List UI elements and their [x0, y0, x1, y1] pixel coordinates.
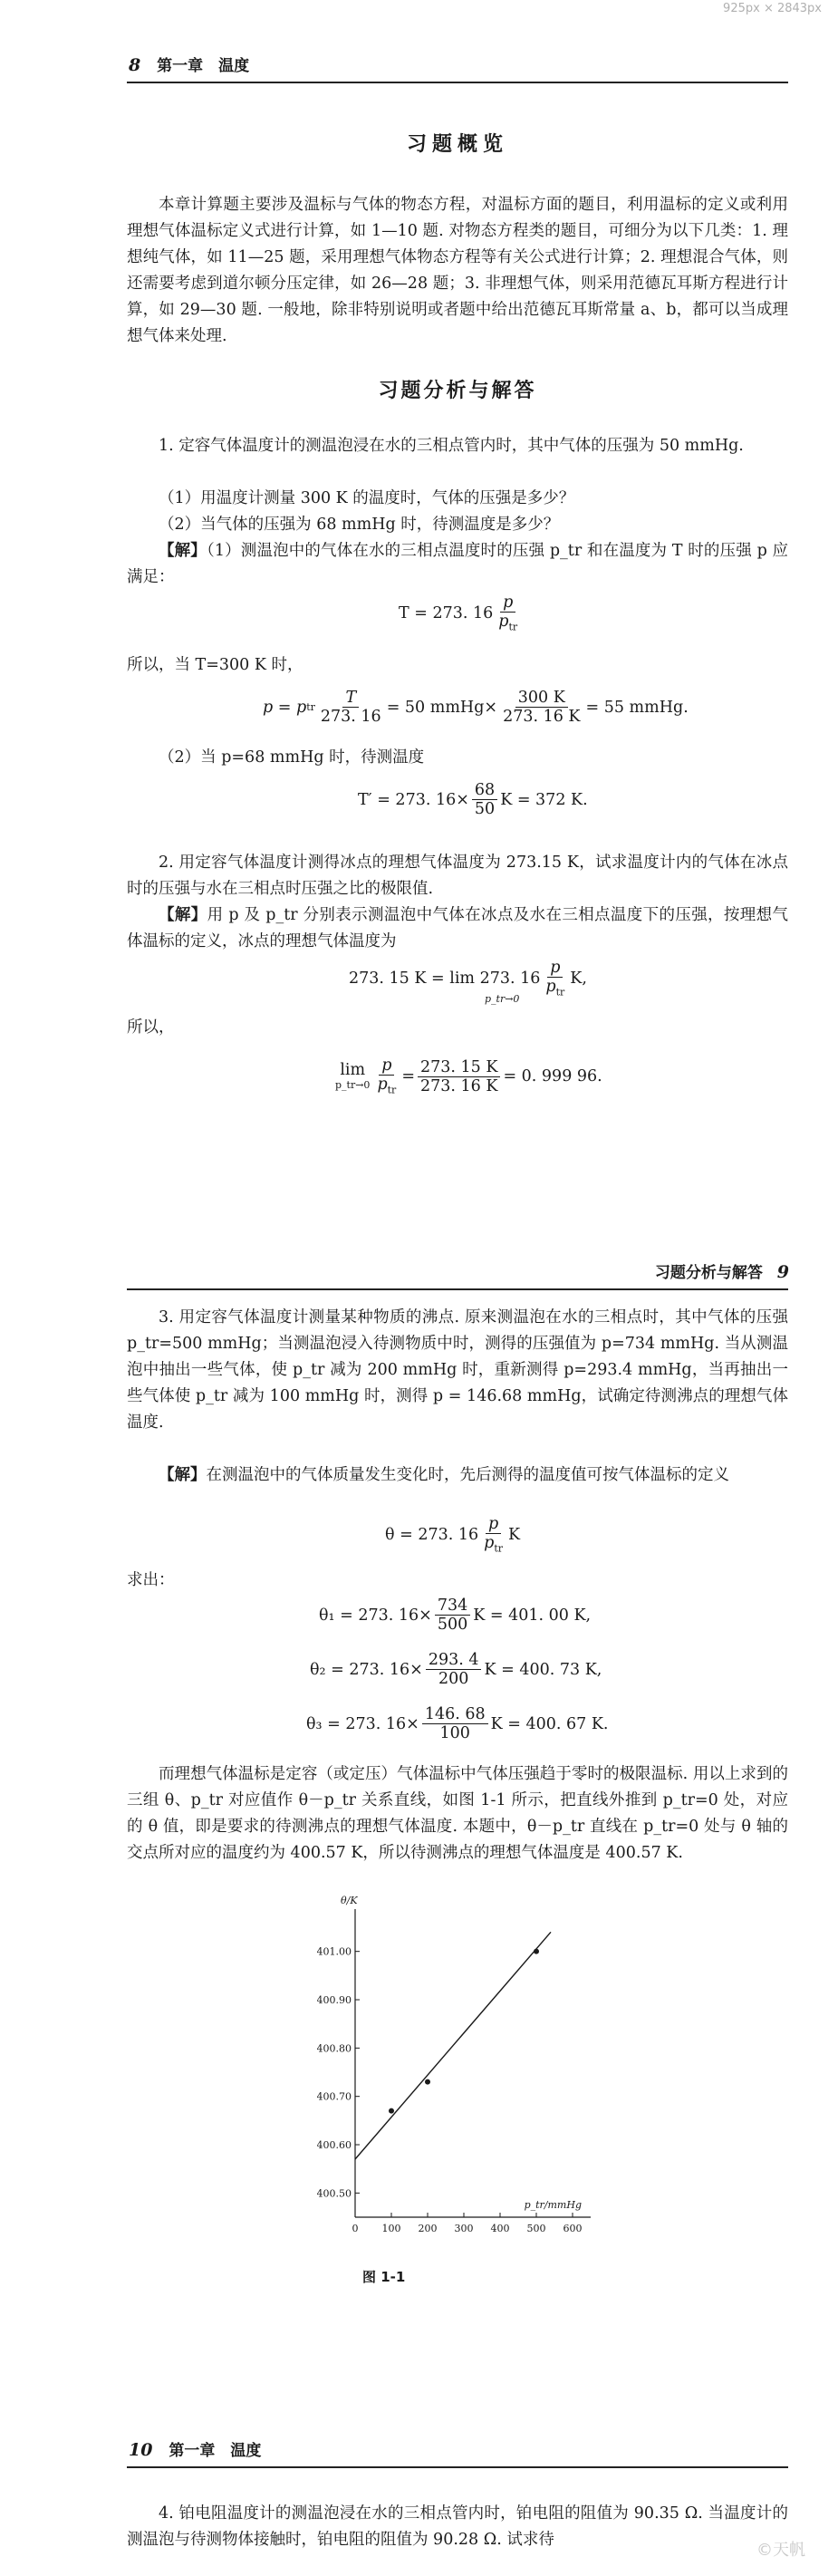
fraction: $\frac{p}{p_{tr}}$	[545, 959, 565, 999]
data-point	[425, 2079, 430, 2085]
fraction: $\frac{p}{p_{tr}}$	[498, 593, 518, 633]
eq-lhs: p = p	[263, 698, 307, 717]
header-rule	[127, 2466, 788, 2468]
running-header-p10	[129, 2437, 261, 2460]
solution-label: 【解】	[159, 906, 207, 924]
fraction	[418, 1058, 500, 1095]
numerator: p	[487, 1515, 499, 1533]
problem-1-text: 1. 定容气体温度计的测温泡浸在水的三相点管内时，其中气体的压强为 50 mmHg.	[159, 437, 744, 455]
fraction	[472, 781, 497, 818]
chapter-title: 第一章 温度	[157, 57, 250, 75]
page-number: 9	[776, 1262, 789, 1282]
page-number: 8	[129, 55, 141, 75]
solution-text: （1）测温泡中的气体在水的三相点温度时的压强 p_tr 和在温度为 T 时的压强 p 应满足：	[127, 542, 789, 586]
header-rule	[127, 1288, 788, 1290]
solution-label: 【解】	[159, 542, 207, 560]
denominator: p	[545, 978, 556, 997]
numerator: 146. 68	[422, 1705, 488, 1724]
eq-rhs: K = 400. 73 K,	[484, 1660, 602, 1679]
numerator: 273. 15 K	[418, 1058, 500, 1077]
denominator: p	[498, 613, 509, 632]
numerator: 734	[435, 1597, 470, 1616]
watermark: ©天帆	[756, 2541, 805, 2560]
limit-subscript: p_tr→0	[335, 1079, 371, 1092]
figure-caption: 图 1-1	[362, 2269, 406, 2285]
limit-subscript: p_tr→0	[485, 993, 520, 1005]
fraction: $\frac{p}{p_{tr}}$	[377, 1056, 397, 1096]
eq-lhs: θ₃ = 273. 16×	[306, 1714, 419, 1733]
eq-rhs: K = 400. 67 K.	[490, 1714, 609, 1733]
running-header-p9	[655, 1259, 789, 1282]
numerator: p	[503, 593, 514, 612]
numerator: 300 K	[515, 689, 568, 708]
fraction	[318, 689, 384, 726]
fit-line	[355, 1932, 551, 2159]
x-tick-label: 600	[563, 2223, 583, 2234]
header-rule	[127, 82, 788, 83]
chapter-title: 第一章 温度	[169, 2442, 262, 2460]
denominator: p	[377, 1076, 388, 1095]
problem-1-part1: （1）用温度计测量 300 K 的温度时，气体的压强是多少？	[159, 489, 575, 507]
eq-lhs: θ = 273. 16	[385, 1526, 479, 1545]
denominator: 50	[474, 800, 496, 819]
solution-text: 在测温泡中的气体质量发生变化时，先后测得的温度值可按气体温标的定义	[206, 1466, 729, 1484]
problem-3-text: 3. 用定容气体温度计测量某种物质的沸点. 原来测温泡在水的三相点时，其中气体的压强 p_tr=500 mmHg；当测温泡浸入待测物质中时，测得的压强值为 p=734 mmHg. 当从测温泡中抽出一些气体，使 p_tr 减为 200 mmHg 时，重新测得 p=293.4 mmHg，当再抽出一些气体使 p_tr 减为 100 mmHg 时，测得 p = 146.68 mmHg，试确定待测沸点的理想气体温度.	[127, 1308, 788, 1432]
problem-4-text: 4. 铂电阻温度计的测温泡浸在水的三相点管内时，铂电阻的阻值为 90.35 Ω. 当温度计的测温泡与待测物体接触时，铂电阻的阻值为 90.28 Ω. 试求待	[127, 2504, 788, 2549]
overview-paragraph: 本章计算题主要涉及温标与气体的物态方程，对温标方面的题目，利用温标的定义或利用理想气体温标定义式进行计算，如 1—10 题. 对物态方程类的题目，可细分为以下几类：1. 理想纯气体，如 11—25 题，采用理想气体物态方程等有关公式进行计算；2. 理想混合气体，则还需要考虑到道尔顿分压定律，如 26—28 题；3. 非理想气体，则采用范德瓦耳斯方程进行计算，如 29—30 题. 一般地，除非特别说明或者题中给出范德瓦耳斯常量 a、b，都可以当成理想气体来处理.	[127, 196, 788, 345]
y-tick-label: 400.50	[317, 2187, 352, 2200]
fraction	[422, 1705, 488, 1742]
analysis-title: 习题分析与解答	[378, 380, 537, 402]
denominator: p	[484, 1534, 495, 1553]
eq-lhs: 273. 15 K = lim 273. 16	[349, 970, 541, 989]
y-tick-label: 401.00	[317, 1945, 352, 1958]
numerator: 293. 4	[426, 1651, 482, 1670]
y-tick-label: 400.80	[317, 2042, 352, 2055]
y-axis-label: θ/K	[341, 1895, 358, 1906]
problem-2-text: 2. 用定容气体温度计测得冰点的理想气体温度为 273.15 K，试求温度计内的气体在冰点时的压强与水在三相点时压强之比的极限值.	[127, 854, 788, 898]
equation-8	[310, 1651, 602, 1688]
x-tick-label: 400	[490, 2223, 510, 2234]
numerator: p	[550, 959, 561, 977]
eq-rhs: K = 401. 00 K,	[473, 1606, 592, 1625]
x-tick-label: 200	[418, 2223, 438, 2234]
numerator: T	[345, 689, 357, 707]
problem-3-solution	[127, 1462, 788, 1489]
problem-1-so: 所以，当 T=300 K 时，	[127, 656, 303, 674]
eq-rhs: K,	[570, 970, 587, 989]
x-tick-label: 100	[381, 2223, 401, 2234]
y-tick-label: 400.90	[317, 1994, 352, 2006]
denominator: 100	[439, 1724, 470, 1743]
section-title: 习题分析与解答	[654, 1264, 763, 1282]
numerator: 68	[472, 781, 497, 800]
equation-9	[306, 1705, 608, 1742]
page-number: 10	[129, 2440, 153, 2460]
equation-5	[333, 1056, 602, 1096]
problem-3-conclusion: 而理想气体温标是定容（或定压）气体温标中气体压强趋于零时的极限温标. 用以上求到的三组 θ、p_tr 对应值作 θ－p_tr 关系直线，如图 1-1 所示，把直线外推到 p_tr=0 处，对应的 θ 值，即是要求的待测沸点的理想气体温度. 本题中，θ－p_tr 直线在 p_tr=0 处与 θ 轴的交点所对应的温度约为 400.57 K，所以待测沸点的理想气体温度是 400.57 K.	[127, 1765, 788, 1862]
equation-1	[399, 593, 523, 633]
equation-3	[358, 781, 588, 818]
fraction: $\frac{p}{p_{tr}}$	[484, 1515, 504, 1555]
y-tick-label: 400.60	[317, 2139, 352, 2151]
problem-2-solution	[127, 902, 788, 955]
fraction	[426, 1651, 482, 1688]
x-tick-label: 300	[454, 2223, 474, 2234]
image-info: 925px × 2843px	[723, 2, 822, 15]
x-tick-label: 0	[352, 2223, 359, 2234]
eq-mid: = 50 mmHg×	[386, 698, 498, 717]
eq-rhs: K = 372 K.	[500, 790, 588, 809]
denominator: 273. 16	[320, 708, 381, 727]
eq-rhs: = 0. 999 96.	[503, 1067, 602, 1086]
overview-title: 习题概览	[406, 133, 508, 156]
equation-2: p = p tr $\frac{T}{273. 16}$ = 50 mmHg× $\frac{300 K}{273. 16 K}$ = 55 mmHg.	[263, 689, 689, 727]
denominator: 273. 16 K	[503, 708, 581, 727]
limit-op: lim	[340, 1060, 366, 1079]
solution-text: 用 p 及 p_tr 分别表示测温泡中气体在冰点及水在三相点温度下的压强，按理想气体温标的定义，冰点的理想气体温度为	[127, 906, 789, 950]
denominator: 500	[437, 1616, 468, 1635]
eq-lhs: θ₁ = 273. 16×	[319, 1606, 432, 1625]
eq-mid: =	[401, 1067, 415, 1086]
running-header-p8	[129, 53, 249, 75]
denominator: 200	[438, 1670, 469, 1689]
eq-lhs: T′ = 273. 16×	[358, 790, 469, 809]
eq-rhs: K	[508, 1526, 521, 1545]
eq-lhs: θ₂ = 273. 16×	[310, 1660, 423, 1679]
problem-2-so: 所以，	[127, 1018, 175, 1037]
equation-7	[319, 1597, 591, 1634]
solution-label: 【解】	[159, 1466, 207, 1484]
denominator: 273. 16 K	[420, 1076, 498, 1095]
problem-1-part2: （2）当气体的压强为 68 mmHg 时，待测温度是多少？	[159, 516, 560, 534]
x-axis-label: p_tr/mmHg	[524, 2199, 582, 2211]
numerator: p	[381, 1056, 392, 1075]
y-tick-label: 400.70	[317, 2090, 352, 2103]
figure-1-1-chart	[317, 1877, 607, 2258]
problem-1-part2-solution: （2）当 p=68 mmHg 时，待测温度	[159, 748, 425, 767]
equation-4	[349, 959, 587, 999]
fraction	[435, 1597, 470, 1634]
fraction	[500, 689, 583, 726]
data-point	[534, 1949, 539, 1954]
x-tick-label: 500	[526, 2223, 546, 2234]
data-point	[389, 2108, 394, 2114]
limit	[335, 1060, 371, 1092]
equation-6	[385, 1515, 520, 1555]
eq-lhs: T = 273. 16	[399, 604, 494, 623]
problem-1-solution	[127, 538, 788, 591]
problem-3-find: 求出：	[127, 1571, 175, 1589]
eq-rhs: = 55 mmHg.	[585, 698, 689, 717]
